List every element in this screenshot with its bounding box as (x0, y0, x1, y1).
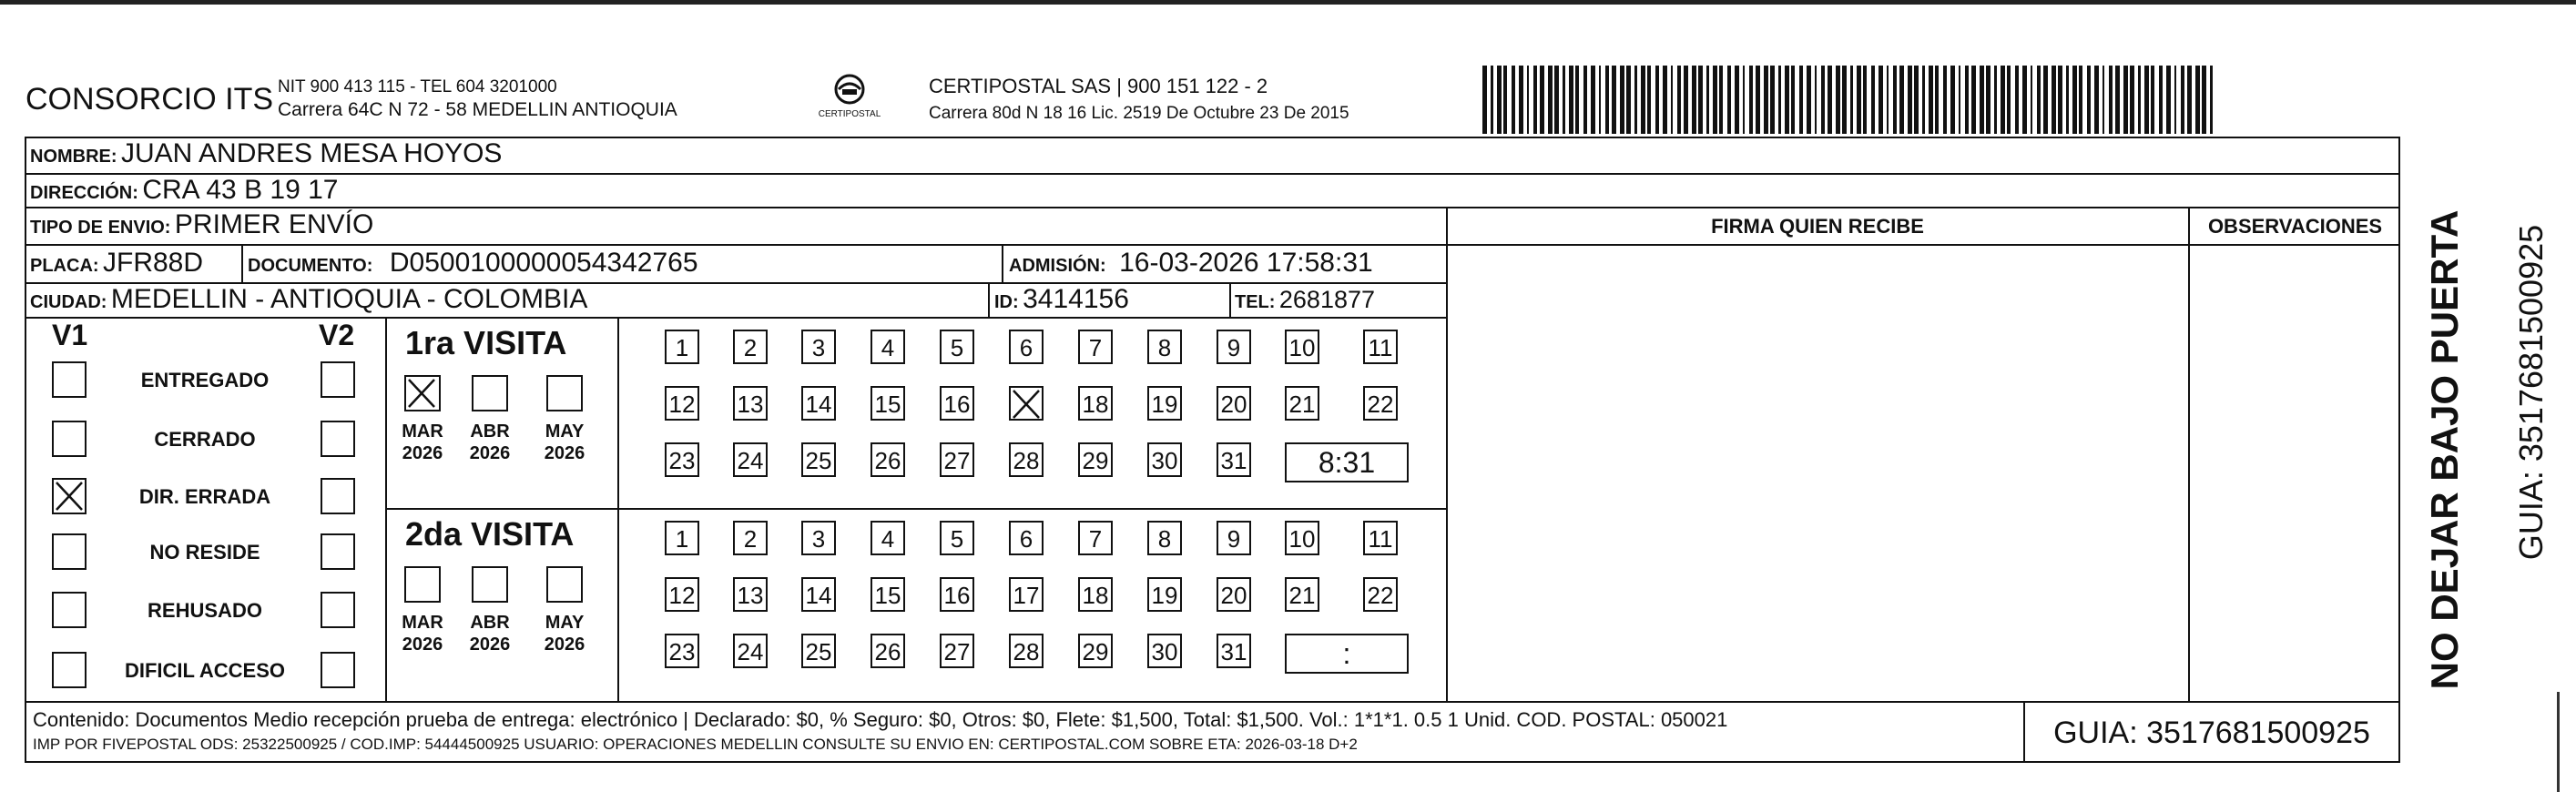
visit2-day-box[interactable]: 4 (871, 521, 905, 555)
visit2-day-box[interactable]: 8 (1147, 521, 1182, 555)
visit1-day-box[interactable]: 11 (1363, 330, 1398, 364)
v2-checkbox-5[interactable] (321, 652, 355, 688)
visit2-time-box[interactable]: : (1285, 634, 1409, 674)
visit2-day-box[interactable]: 24 (733, 634, 768, 668)
ciudad-label: CIUDAD: (30, 292, 107, 312)
company-name: CONSORCIO ITS (25, 82, 274, 117)
visit2-day-box[interactable]: 7 (1078, 521, 1113, 555)
tipo-label: TIPO DE ENVIO: (30, 218, 171, 238)
v2-checkbox-4[interactable] (321, 592, 355, 628)
visit2-day-box[interactable]: 23 (665, 634, 699, 668)
visit2-day-box[interactable]: 21 (1285, 577, 1319, 612)
visit2-month-label: MAR (402, 613, 443, 633)
visit2-day-box[interactable]: 3 (801, 521, 836, 555)
visit1-month-checkbox[interactable] (472, 375, 508, 411)
visit1-day-box[interactable]: 30 (1147, 442, 1182, 477)
v1-label: V1 (52, 319, 88, 351)
v2-checkbox-2[interactable] (321, 478, 355, 514)
tipo-value: PRIMER ENVÍO (174, 209, 374, 239)
company-nit: NIT 900 413 115 - TEL 604 3201000 (278, 77, 557, 96)
placa-value: JFR88D (103, 248, 204, 278)
v1-checkbox-0[interactable] (52, 361, 87, 398)
visit2-day-box[interactable]: 13 (733, 577, 768, 612)
status-option-label: NO RESIDE (149, 541, 260, 564)
v1-checkbox-1[interactable] (52, 421, 87, 457)
visit2-title: 2da VISITA (405, 515, 575, 553)
certipostal-name: CERTIPOSTAL SAS | 900 151 122 - 2 (929, 75, 1268, 97)
visit1-day-box[interactable]: 31 (1217, 442, 1251, 477)
status-option-label: REHUSADO (148, 599, 262, 622)
v2-label: V2 (319, 319, 355, 351)
placa-label: PLACA: (30, 256, 99, 276)
certipostal-logo (813, 71, 886, 124)
v2-checkbox-3[interactable] (321, 533, 355, 570)
admision-label: ADMISIÓN: (1009, 256, 1106, 276)
v2-checkbox-1[interactable] (321, 421, 355, 457)
ciudad-value: MEDELLIN - ANTIOQUIA - COLOMBIA (110, 284, 588, 314)
documento-label: DOCUMENTO: (248, 256, 373, 276)
visit2-day-box[interactable]: 30 (1147, 634, 1182, 668)
tel-label: TEL: (1235, 292, 1276, 312)
visit1-day-box[interactable]: 13 (733, 386, 768, 421)
visit1-day-box[interactable]: 8 (1147, 330, 1182, 364)
documento-value: D0500100000054342765 (389, 248, 698, 278)
visit2-month-label: MAY (545, 613, 585, 633)
footer-imp: IMP POR FIVEPOSTAL ODS: 25322500925 / COD.IMP: 54444500925 USUARIO: OPERACIONES MEDELLIN CONSULTE SU ENVIO EN: CERTIPOSTAL.COM SOBRE ETA: 2026-03-18 D+2 (33, 736, 1358, 753)
visit1-day-box[interactable]: 19 (1147, 386, 1182, 421)
visit2-day-box[interactable]: 9 (1217, 521, 1251, 555)
visit2-day-box[interactable]: 14 (801, 577, 836, 612)
visit1-day-box[interactable]: 26 (871, 442, 905, 477)
v1-checkbox-2[interactable] (52, 478, 87, 514)
visit2-day-box[interactable]: 6 (1009, 521, 1044, 555)
nombre-value: JUAN ANDRES MESA HOYOS (121, 138, 503, 168)
visit2-month-checkbox[interactable] (546, 566, 583, 603)
firma-area (1448, 246, 2187, 701)
visit2-day-box[interactable]: 11 (1363, 521, 1398, 555)
visit2-day-box[interactable]: 27 (940, 634, 974, 668)
barcode (1482, 66, 2216, 134)
visit1-day-box[interactable]: 29 (1078, 442, 1113, 477)
visit1-day-box[interactable]: 24 (733, 442, 768, 477)
id-field (994, 284, 1129, 315)
top-border (0, 0, 2576, 5)
visit2-year-label: 2026 (469, 635, 511, 655)
visit2-day-box[interactable]: 31 (1217, 634, 1251, 668)
visit1-day-box[interactable]: 3 (801, 330, 836, 364)
visit2-year-label: 2026 (402, 635, 443, 655)
id-value: 3414156 (1023, 284, 1129, 314)
nombre-label: NOMBRE: (30, 147, 117, 167)
visit2-month-checkbox[interactable] (404, 566, 441, 603)
status-option-label: DIR. ERRADA (138, 485, 271, 508)
v2-checkbox-0[interactable] (321, 361, 355, 398)
visit1-day-box[interactable]: 20 (1217, 386, 1251, 421)
visit2-day-box[interactable]: 17 (1009, 577, 1044, 612)
visit1-month-label: MAY (545, 421, 585, 442)
observaciones-header: OBSERVACIONES (2207, 215, 2383, 238)
visit1-day-box[interactable]: 1 (665, 330, 699, 364)
direccion-label: DIRECCIÓN: (30, 183, 138, 203)
visit2-day-box[interactable]: 19 (1147, 577, 1182, 612)
nombre-field (30, 138, 502, 169)
tel-field (1235, 286, 1375, 314)
visit2-day-box[interactable]: 18 (1078, 577, 1113, 612)
v1-checkbox-3[interactable] (52, 533, 87, 570)
visit1-month-checkbox[interactable] (404, 375, 441, 411)
visit2-day-box[interactable]: 22 (1363, 577, 1398, 612)
visit1-year-label: 2026 (402, 443, 443, 463)
side-text (2404, 137, 2550, 763)
visit1-title: 1ra VISITA (405, 324, 567, 361)
tipo-field (30, 209, 373, 240)
visit1-day-box[interactable]: 25 (801, 442, 836, 477)
visit2-day-box[interactable]: 2 (733, 521, 768, 555)
footer-content: Contenido: Documentos Medio recepción prueba de entrega: electrónico | Declarado: $0, % Seguro: $0, Otros: $0, Flete: $1,500, Total: $1,500. Vol.: 1*1*1. 0.5 1 Unid. COD. POSTAL: 050021 (33, 708, 1728, 731)
visit1-day-box[interactable]: 2 (733, 330, 768, 364)
visit1-day-box[interactable]: 12 (665, 386, 699, 421)
firma-header: FIRMA QUIEN RECIBE (1711, 215, 1924, 238)
side-warning: NO DEJAR BAJO PUERTA (2423, 209, 2466, 690)
visit2-day-box[interactable]: 10 (1285, 521, 1319, 555)
edge-mark (2557, 692, 2560, 792)
company-address: Carrera 64C N 72 - 58 MEDELLIN ANTIOQUIA (278, 99, 677, 120)
admision-field (1009, 248, 1373, 279)
visit1-year-label: 2026 (544, 443, 585, 463)
certipostal-address: Carrera 80d N 18 16 Lic. 2519 De Octubre 23 De 2015 (929, 104, 1349, 123)
visit1-day-box[interactable]: 21 (1285, 386, 1319, 421)
visit1-day-box[interactable]: 15 (871, 386, 905, 421)
admision-value: 16-03-2026 17:58:31 (1119, 248, 1373, 278)
visit2-day-box[interactable]: 15 (871, 577, 905, 612)
visit1-day-box[interactable]: 10 (1285, 330, 1319, 364)
ciudad-field (30, 284, 587, 315)
visit1-day-box[interactable] (1009, 386, 1044, 421)
visit2-month-checkbox[interactable] (472, 566, 508, 603)
visit1-day-box[interactable]: 18 (1078, 386, 1113, 421)
logo-text: CERTIPOSTAL (818, 109, 881, 119)
visit2-day-box[interactable]: 29 (1078, 634, 1113, 668)
visit1-time-box[interactable]: 8:31 (1285, 442, 1409, 482)
status-option-label: CERRADO (154, 428, 256, 451)
visit1-month-label: MAR (402, 421, 443, 442)
status-option-label: ENTREGADO (140, 369, 270, 391)
visit1-month-label: ABR (470, 421, 510, 442)
visit2-day-box[interactable]: 16 (940, 577, 974, 612)
visit1-day-box[interactable]: 22 (1363, 386, 1398, 421)
visit2-month-label: ABR (470, 613, 510, 633)
placa-field (30, 248, 203, 279)
v1-checkbox-4[interactable] (52, 592, 87, 628)
visit1-day-box[interactable]: 27 (940, 442, 974, 477)
visit2-day-box[interactable]: 5 (940, 521, 974, 555)
visit1-day-box[interactable]: 9 (1217, 330, 1251, 364)
visit2-day-box[interactable]: 28 (1009, 634, 1044, 668)
visit1-day-box[interactable]: 5 (940, 330, 974, 364)
status-option-label: DIFICIL ACCESO (124, 659, 285, 682)
documento-field (248, 248, 698, 279)
visit2-day-box[interactable]: 1 (665, 521, 699, 555)
side-guia: GUIA: 3517681500925 (2512, 224, 2550, 561)
visit1-day-box[interactable]: 4 (871, 330, 905, 364)
visit1-day-box[interactable]: 7 (1078, 330, 1113, 364)
visit1-day-box[interactable]: 16 (940, 386, 974, 421)
v1-checkbox-5[interactable] (52, 652, 87, 688)
visit1-day-box[interactable]: 14 (801, 386, 836, 421)
tel-value: 2681877 (1278, 286, 1376, 313)
direccion-field (30, 175, 339, 206)
visit2-day-box[interactable]: 20 (1217, 577, 1251, 612)
visit1-month-checkbox[interactable] (546, 375, 583, 411)
visit1-day-box[interactable]: 23 (665, 442, 699, 477)
visit2-year-label: 2026 (544, 635, 585, 655)
footer-guia: GUIA: 3517681500925 (2053, 716, 2370, 750)
visit2-day-box[interactable]: 26 (871, 634, 905, 668)
direccion-value: CRA 43 B 19 17 (142, 175, 339, 205)
visit1-year-label: 2026 (469, 443, 511, 463)
visit1-day-box[interactable]: 6 (1009, 330, 1044, 364)
visit1-day-box[interactable]: 28 (1009, 442, 1044, 477)
id-label: ID: (994, 292, 1019, 312)
visit2-day-box[interactable]: 25 (801, 634, 836, 668)
visit2-day-box[interactable]: 12 (665, 577, 699, 612)
